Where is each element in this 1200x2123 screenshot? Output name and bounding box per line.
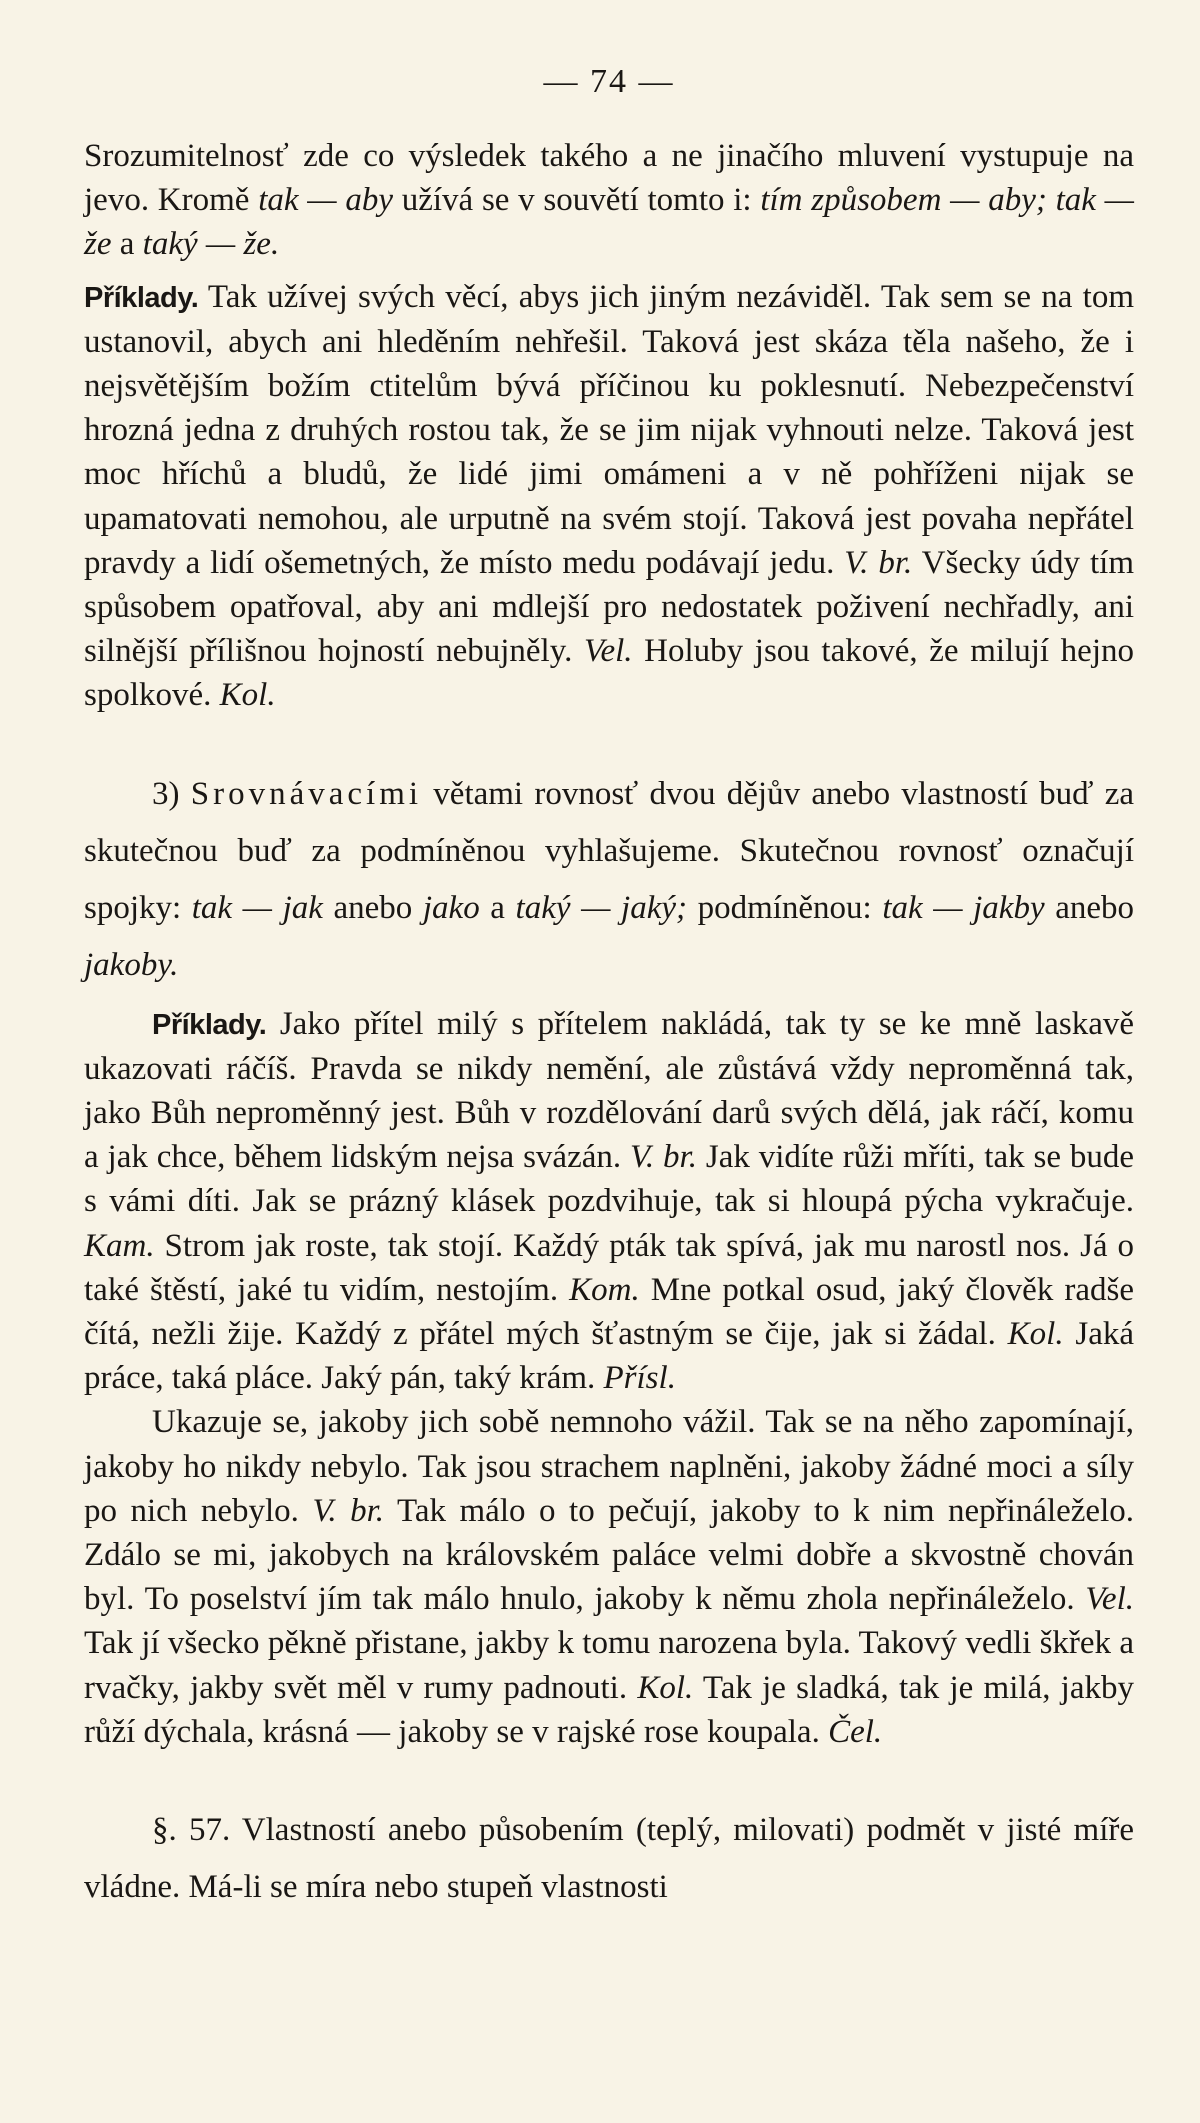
examples-label: Příklady. <box>152 1008 267 1041</box>
source-abbrev: Přísl. <box>603 1360 676 1397</box>
paragraph-intro: Srozumitelnosť zde co výsledek takého a ne jinačího mluvení vystupuje na jevo. Kromě tak — aby užívá se v souvětí tomto i: tím způsobem — aby; tak — že a taký — že. <box>84 138 1135 263</box>
examples-paragraph-3: Ukazuje se, jakoby jich sobě nemnoho vážil. Tak se na něho zapomínají, jakoby ho nikdy nebylo. Tak jsou strachem naplněni, jakoby žádné moci a síly po nich nebylo. V. br. Tak málo o to pečují, jakoby to k nim nepřináleželo. Zdálo se mi, jakobych na královském paláce velmi dobře a skvostně chován byl. To poselství jím tak málo hnulo, jakoby k němu zhola nepřináleželo. Vel. Tak jí všecko pěkně přistane, jakby k tomu narozena byla. Takový vedli škřek a rvačky, jakby svět měl v rumy padnouti. Kol. Tak je sladká, tak je milá, jakby růží dýchala, krásná — jakoby se v rajské rose koupala. Čel. <box>84 1404 1134 1750</box>
page-content <box>84 52 1134 1916</box>
section-57-paragraph: §. 57. Vlastností anebo působením (teplý, milovati) podmět v jisté míře vládne. Má-li se míra nebo stupeň vlastnosti <box>84 1812 1134 1906</box>
spaced-term: Srovnávacími <box>190 775 423 812</box>
source-abbrev: V. br. <box>844 544 913 581</box>
examples-paragraph-2: Příklady. Jako přítel milý s přítelem nakládá, tak ty se ke mně laskavě ukazovati ráčíš. Pravda se nikdy nemění, ale zůstává vždy neproměnná tak, jako Bůh neproměnný jest. Bůh v rozdělování darů svých dělá, jak ráčí, komu a jak chce, během lidským nejsa svázán. V. br. Jak vidíte růži mříti, tak se bude s vámi díti. Jak se prázný klásek pozdvihuje, tak si hloupá pýcha vykračuje. Kam. Strom jak roste, tak stojí. Každý pták tak spívá, jak mu narostl nos. Já o také štěstí, jaké tu vidím, nestojím. Kom. Mne potkal osud, jaký člověk radše čítá, nežli žije. Každý z přátel mých šťastným se čije, jak si žádal. Kol. Jaká práce, taká pláce. Jaký pán, taký krám. Přísl. <box>84 1005 1134 1397</box>
source-abbrev: Vel. <box>1085 1581 1134 1618</box>
source-abbrev: Kol. <box>1007 1316 1064 1353</box>
source-abbrev: Kom. <box>569 1271 640 1308</box>
source-abbrev: Čel. <box>828 1713 883 1750</box>
source-abbrev: Kam. <box>84 1227 155 1264</box>
source-abbrev: Vel. <box>583 633 633 670</box>
source-abbrev: V. br. <box>312 1492 385 1529</box>
source-abbrev: Kol. <box>219 677 276 714</box>
section-3-paragraph: 3) Srovnávacími větami rovnosť dvou dějův anebo vlastností buď za skutečnou buď za podmíněnou vyhlašujeme. Skutečnou rovnosť označují spojky: tak — jak anebo jako a taký — jaký; podmíněnou: tak — jakby anebo jakoby. <box>84 775 1134 983</box>
source-abbrev: V. br. <box>630 1139 697 1176</box>
examples-paragraph-1: Příklady. Tak užívej svých věcí, abys jich jiným nezáviděl. Tak sem se na tom ustanovil, abych ani hleděním nehřešil. Taková jest skáza těla našeho, že i nejsvětějším božím ctitelům bývá příčinou ku poklesnutí. Nebezpečenství hrozná jedna z druhých rostou tak, že se jim nijak vyhnouti nelze. Taková jest moc hříchů a bludů, že lidé jimi omámeni a v ně pohříženi nijak se upamatovati nemohou, ale urputně na svém stojí. Taková jest povaha nepřátel pravdy a lidí ošemetných, že místo medu podávají jedu. V. br. Všecky údy tím spůsobem opatřoval, aby ani mdlejší pro nedostatek poživení nechřadly, ani silnější přílišnou hojností nebujněly. Vel. Holuby jsou takové, že milují hejno spolkové. Kol. <box>84 278 1134 714</box>
source-abbrev: Kol. <box>637 1669 694 1706</box>
examples-label: Příklady. <box>84 281 199 314</box>
page-number: — 74 — <box>543 63 675 100</box>
